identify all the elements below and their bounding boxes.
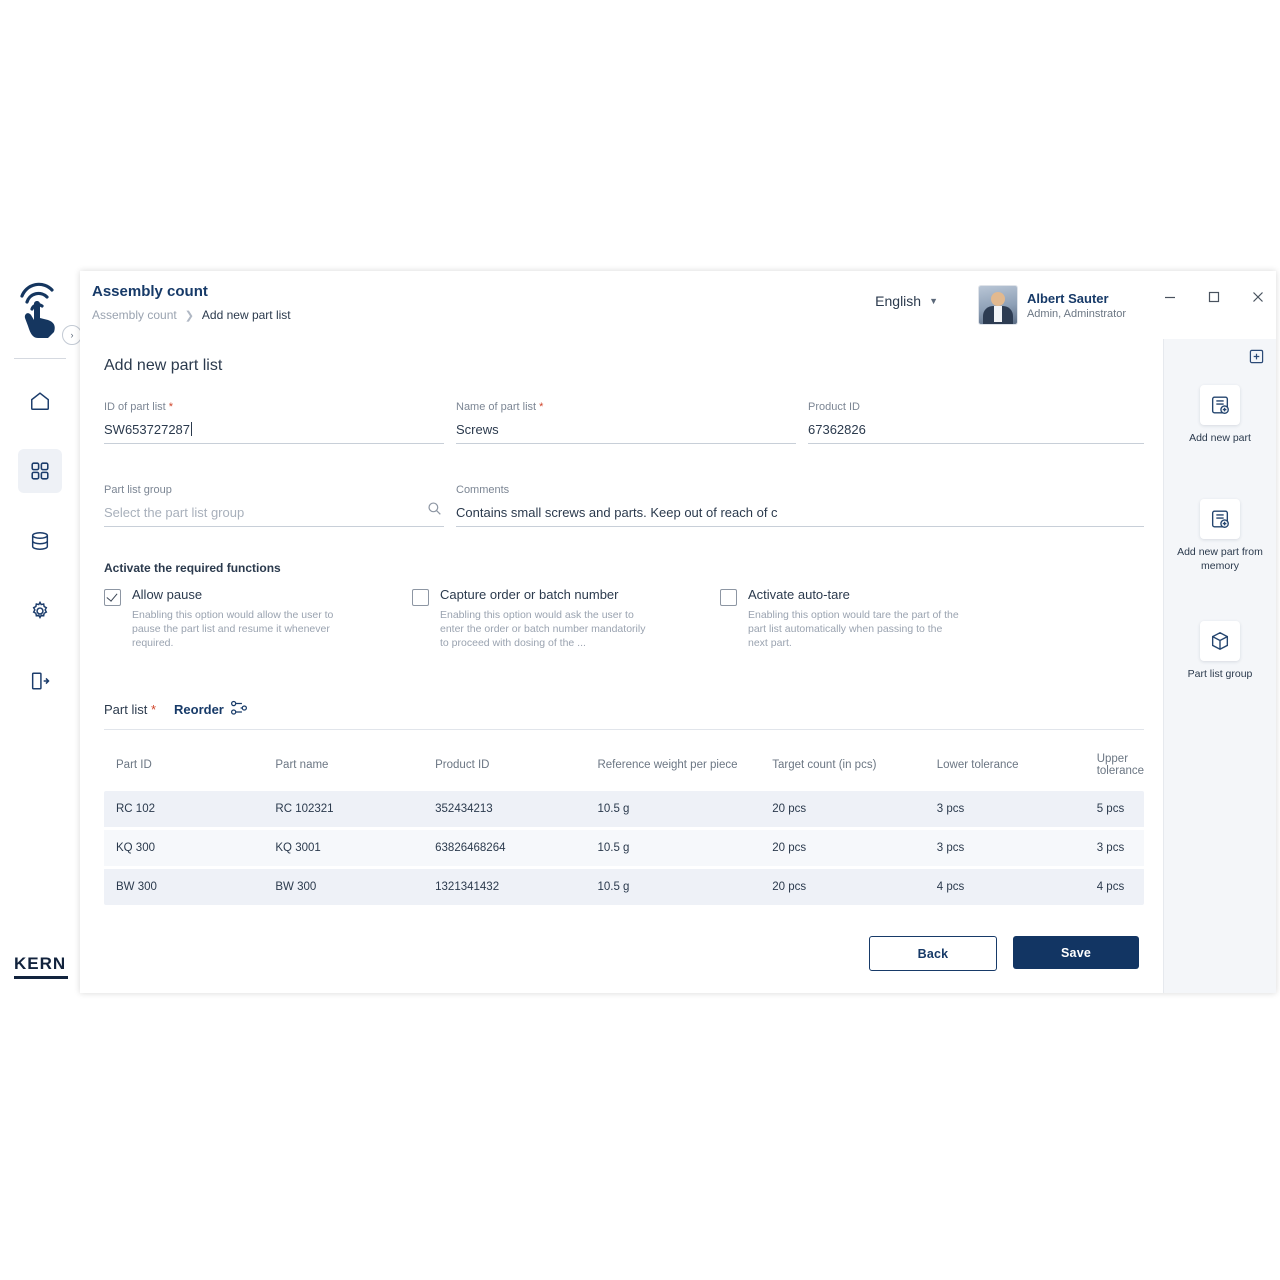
- functions-checkbox-group: [104, 587, 1164, 651]
- col-upper-tolerance: Upper tolerance: [1096, 753, 1145, 777]
- cell-lower-tolerance: 3 pcs: [936, 842, 965, 854]
- home-icon: [29, 390, 51, 412]
- value-name-of-part-list[interactable]: Screws: [456, 422, 796, 444]
- sidebar-item-database[interactable]: [18, 519, 62, 563]
- window-controls: [1162, 289, 1266, 305]
- cell-reference-weight: 10.5 g: [597, 842, 630, 854]
- cell-lower-tolerance: 4 pcs: [936, 881, 965, 893]
- part-list-group-icon: [1200, 621, 1240, 661]
- language-label: English: [875, 293, 922, 309]
- maximize-icon: [1207, 290, 1221, 304]
- main-content: [80, 339, 1164, 993]
- checkbox-desc-capture-order: Enabling this option would ask the user to enter the order or batch number mandatorily to proceed with dosing of the ...: [440, 609, 646, 650]
- touch-logo-icon: [14, 280, 66, 340]
- label-text: ID of part list: [104, 401, 166, 413]
- part-list-table: [104, 745, 1144, 905]
- checkbox-box-capture-order[interactable]: [412, 589, 429, 606]
- checkbox-capture-order[interactable]: [412, 587, 697, 651]
- table-header-row: [104, 745, 1144, 791]
- table-header: [104, 745, 1144, 791]
- part-list-divider: [104, 729, 1144, 730]
- kern-brand-logo: [14, 954, 68, 979]
- cell-product-id: 63826468264: [435, 842, 506, 854]
- cell-reference-weight: 10.5 g: [597, 803, 630, 815]
- minimize-icon: [1163, 290, 1177, 304]
- value-part-list-group[interactable]: [104, 505, 444, 527]
- field-comments: [456, 484, 1144, 527]
- kern-brand-underline: [14, 976, 68, 979]
- value-id-of-part-list[interactable]: [104, 422, 444, 444]
- page-title: Add new part list: [104, 357, 223, 374]
- required-marker: *: [147, 702, 157, 717]
- window-title: Assembly count: [92, 283, 208, 300]
- text-caret: [191, 422, 192, 436]
- checkbox-box-activate-auto-tare[interactable]: [720, 589, 737, 606]
- language-selector[interactable]: [875, 293, 938, 309]
- back-button[interactable]: Back: [869, 936, 997, 971]
- cell-target-count: 20 pcs: [772, 842, 807, 854]
- part-list-label: [104, 702, 156, 717]
- panel-item-add-new-part-from-memory[interactable]: [1164, 499, 1276, 573]
- panel-label-add-new-part: Add new part: [1189, 432, 1251, 444]
- app-window: [80, 271, 1276, 993]
- checkbox-desc-allow-pause: Enabling this option would allow the user to pause the part list and resume it whenever required.: [132, 609, 334, 650]
- checkbox-activate-auto-tare[interactable]: [720, 587, 1005, 651]
- cell-lower-tolerance: 3 pcs: [936, 803, 965, 815]
- checkbox-desc-activate-auto-tare: Enabling this option would tare the part of the part list automatically when passing to the next part.: [748, 609, 959, 650]
- col-reference-weight: Reference weight per piece: [597, 759, 738, 771]
- panel-label-part-list-group: Part list group: [1187, 668, 1253, 680]
- cell-target-count: 20 pcs: [772, 881, 807, 893]
- user-name: Albert Sauter: [1026, 290, 1109, 306]
- sidebar-item-apps[interactable]: [18, 449, 62, 493]
- col-part-id: Part ID: [116, 759, 152, 771]
- field-label-id-of-part-list: [104, 401, 444, 413]
- col-part-name: Part name: [275, 759, 329, 771]
- cell-part-name: KQ 3001: [275, 842, 321, 854]
- close-icon: [1251, 290, 1265, 304]
- label-text: Part list: [104, 702, 148, 717]
- field-label-name-of-part-list: [456, 401, 796, 413]
- field-label-part-list-group: Part list group: [104, 484, 172, 496]
- checkbox-box-allow-pause[interactable]: [104, 589, 121, 606]
- cell-part-name: BW 300: [275, 881, 317, 893]
- value-comments[interactable]: Contains small screws and parts. Keep out of reach of c: [456, 505, 1144, 527]
- cell-product-id: 1321341432: [435, 881, 500, 893]
- table-row[interactable]: [104, 868, 1144, 906]
- checkbox-label-capture-order: Capture order or batch number: [440, 587, 619, 602]
- reorder-label: Reorder: [174, 702, 224, 717]
- cell-upper-tolerance: 4 pcs: [1096, 881, 1125, 893]
- cell-part-id: RC 102: [116, 803, 155, 815]
- chevron-right-icon: ❯: [184, 309, 194, 322]
- cell-upper-tolerance: 3 pcs: [1096, 842, 1125, 854]
- window-titlebar: [80, 271, 1276, 340]
- user-role: Admin, Adminstrator: [1026, 307, 1126, 320]
- gear-icon: [29, 600, 51, 622]
- minimize-button[interactable]: [1162, 289, 1178, 305]
- cell-part-id: KQ 300: [116, 842, 155, 854]
- add-part-icon: [1200, 385, 1240, 425]
- table-row[interactable]: [104, 829, 1144, 868]
- sidebar-item-logout[interactable]: [18, 659, 62, 703]
- expand-panel-icon[interactable]: [1249, 349, 1264, 369]
- field-part-list-group: [104, 484, 444, 527]
- field-id-of-part-list: [104, 401, 444, 444]
- sidebar-item-settings[interactable]: [18, 589, 62, 633]
- checkbox-allow-pause[interactable]: [104, 587, 389, 651]
- reorder-icon: [230, 700, 248, 719]
- part-list-group-placeholder: Select the part list group: [104, 505, 245, 520]
- functions-section-label: Activate the required functions: [104, 561, 281, 575]
- add-part-memory-icon: [1200, 499, 1240, 539]
- rail-divider: [14, 358, 66, 359]
- breadcrumb-item-root[interactable]: Assembly count: [92, 308, 177, 322]
- field-text: SW653727287: [104, 422, 191, 437]
- cell-reference-weight: 10.5 g: [597, 881, 630, 893]
- sidebar-item-home[interactable]: [18, 379, 62, 423]
- field-product-id: [808, 401, 1144, 444]
- field-label-product-id: Product ID: [808, 401, 860, 413]
- required-marker: *: [165, 401, 174, 413]
- left-rail: [0, 255, 80, 995]
- cell-part-name: RC 102321: [275, 803, 334, 815]
- database-icon: [29, 530, 51, 552]
- field-label-comments: Comments: [456, 484, 510, 496]
- checkbox-label-allow-pause: Allow pause: [132, 587, 203, 602]
- col-product-id: Product ID: [435, 759, 490, 771]
- close-button[interactable]: [1250, 289, 1266, 305]
- user-profile[interactable]: [978, 285, 1126, 325]
- panel-item-part-list-group[interactable]: [1164, 621, 1276, 682]
- apps-grid-icon: [29, 460, 51, 482]
- table-row[interactable]: [104, 791, 1144, 829]
- label-text: Name of part list: [456, 401, 537, 413]
- part-list-header: [104, 700, 248, 719]
- rail-collapse-toggle[interactable]: ›: [62, 325, 82, 345]
- cell-target-count: 20 pcs: [772, 803, 807, 815]
- checkbox-label-activate-auto-tare: Activate auto-tare: [748, 587, 850, 602]
- col-lower-tolerance: Lower tolerance: [936, 759, 1019, 771]
- reorder-button[interactable]: [174, 700, 248, 719]
- panel-label-add-new-part-from-memory: Add new part from memory: [1177, 546, 1263, 572]
- right-action-panel: [1164, 339, 1276, 993]
- col-target-count: Target count (in pcs): [772, 759, 877, 771]
- table-body: [104, 791, 1144, 905]
- maximize-button[interactable]: [1206, 289, 1222, 305]
- logout-icon: [29, 670, 51, 692]
- avatar: [978, 285, 1018, 325]
- field-name-of-part-list: [456, 401, 796, 444]
- cell-part-id: BW 300: [116, 881, 157, 893]
- search-icon[interactable]: [427, 501, 442, 519]
- breadcrumb-item-current: Add new part list: [201, 308, 291, 322]
- breadcrumb: [92, 308, 291, 322]
- value-product-id[interactable]: 67362826: [808, 422, 1144, 444]
- window-body: [80, 339, 1276, 993]
- footer-actions: [869, 936, 1139, 971]
- required-marker: *: [536, 401, 544, 413]
- kern-brand-text: KERN: [14, 954, 67, 973]
- chevron-down-icon: ▼: [929, 296, 938, 306]
- save-button[interactable]: Save: [1013, 936, 1139, 969]
- cell-upper-tolerance: 5 pcs: [1096, 803, 1125, 815]
- panel-item-add-new-part[interactable]: [1164, 385, 1276, 446]
- cell-product-id: 352434213: [435, 803, 493, 815]
